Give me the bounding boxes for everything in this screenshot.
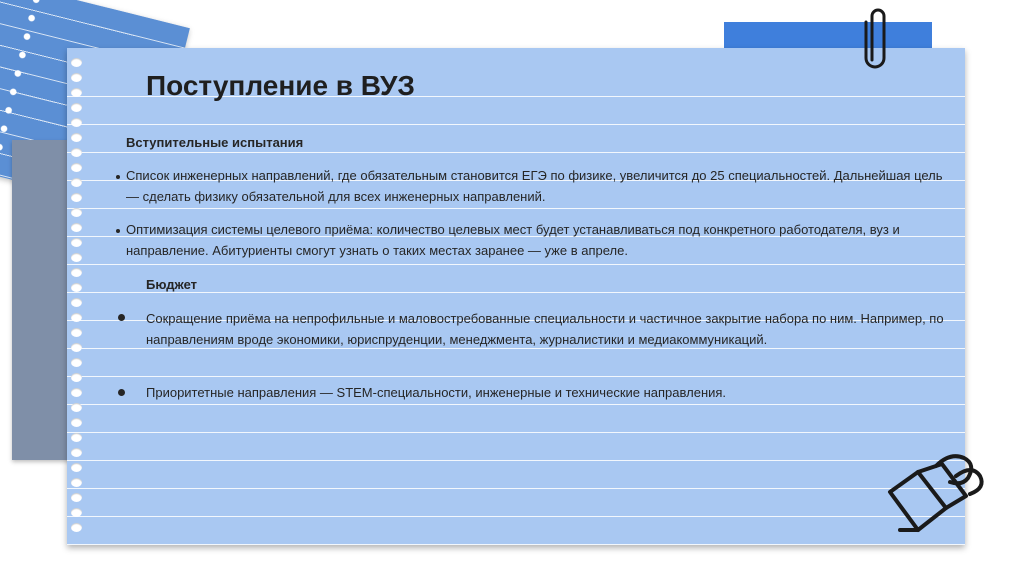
binder-clip-icon	[880, 452, 990, 547]
list-item: Список инженерных направлений, где обязательным становится ЕГЭ по физике, увеличится до 25 специальностей. Дальнейшая цель — сделать физику обязательной для всех инженерных направлений.	[126, 168, 943, 204]
binder-hole	[71, 418, 82, 427]
binder-hole	[71, 523, 82, 532]
binder-hole	[71, 403, 82, 412]
list-item: Оптимизация системы целевого приёма: количество целевых мест будет устанавливаться под конкретного работодателя, вуз и направление. Абитуриенты смогут узнать о таких местах заранее — уже в апреле.	[126, 222, 900, 258]
binder-hole	[71, 448, 82, 457]
binder-hole	[71, 58, 82, 67]
binder-hole	[71, 208, 82, 217]
binder-hole	[71, 178, 82, 187]
binder-hole	[71, 148, 82, 157]
binder-hole	[71, 298, 82, 307]
list-item: Сокращение приёма на непрофильные и маловостребованные специальности и частичное закрытие набора по ним. Например, по направлениям вроде экономики, юриспруденции, менеджмента, журналистики и медиакоммуникаций.	[146, 311, 944, 347]
binder-hole	[71, 433, 82, 442]
binder-hole	[71, 133, 82, 142]
binder-hole	[71, 268, 82, 277]
list-item: Приоритетные направления — STEM-специальности, инженерные и технические направления.	[146, 385, 727, 400]
binder-hole	[71, 358, 82, 367]
binder-hole	[71, 388, 82, 397]
binder-hole	[71, 223, 82, 232]
binder-hole	[71, 283, 82, 292]
binder-hole	[71, 253, 82, 262]
binder-hole	[71, 238, 82, 247]
binder-hole	[71, 73, 82, 82]
binder-hole	[71, 343, 82, 352]
binder-hole	[71, 313, 82, 322]
notebook-page	[67, 48, 965, 545]
binder-hole	[71, 373, 82, 382]
binder-hole	[71, 193, 82, 202]
bullet-dot	[118, 314, 125, 321]
binder-hole	[71, 103, 82, 112]
section-heading-budget: Бюджет	[146, 277, 197, 292]
bullet-dot	[116, 175, 120, 179]
binder-hole	[71, 88, 82, 97]
binder-hole	[71, 163, 82, 172]
binder-hole	[71, 493, 82, 502]
paperclip-icon	[860, 2, 896, 72]
binder-hole	[71, 508, 82, 517]
binder-hole	[71, 478, 82, 487]
binder-hole	[71, 118, 82, 127]
bullet-dot	[116, 229, 120, 233]
binder-holes	[71, 58, 83, 538]
binder-hole	[71, 463, 82, 472]
page-title: Поступление в ВУЗ	[146, 70, 415, 101]
section-heading-exams: Вступительные испытания	[126, 135, 304, 150]
binder-hole	[71, 328, 82, 337]
bullet-dot	[118, 389, 125, 396]
